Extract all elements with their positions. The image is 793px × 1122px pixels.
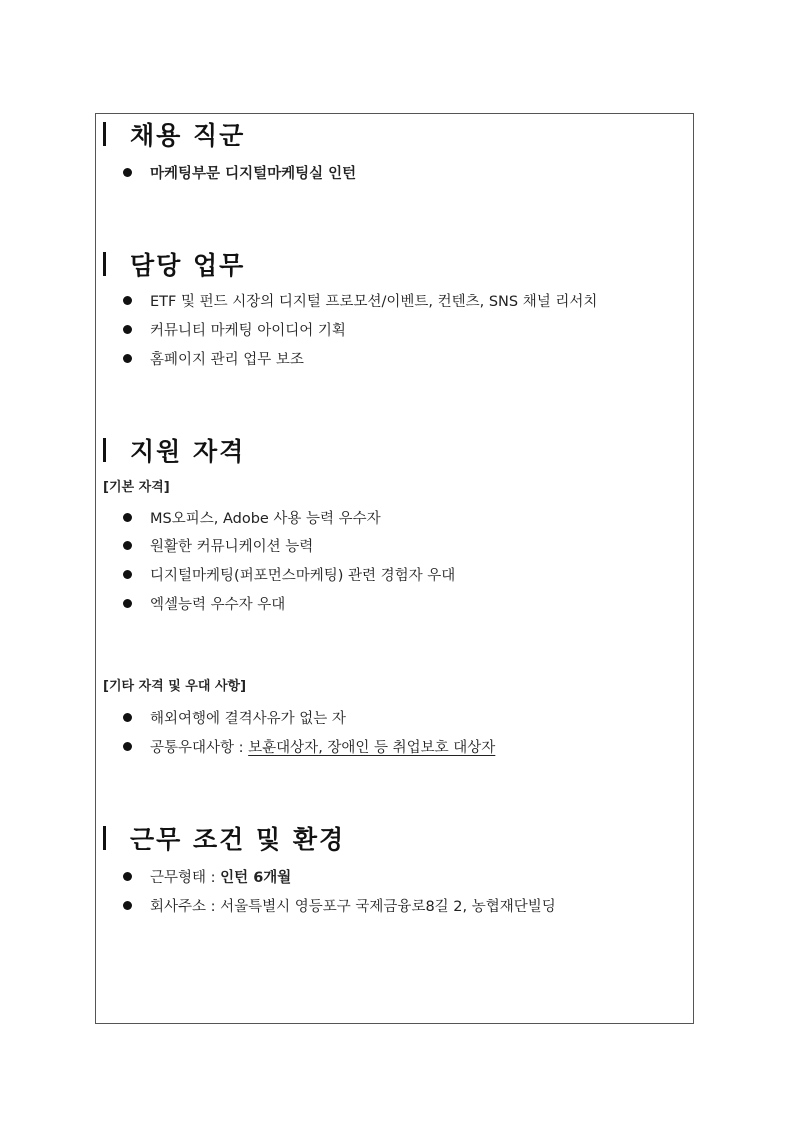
section-marker <box>103 826 106 850</box>
preference-underlined-text: 보훈대상자, 장애인 등 취업보호 대상자 <box>248 739 496 756</box>
basic-qualifications-heading: [기본 자격] <box>103 480 170 495</box>
bullet-icon <box>123 570 132 579</box>
list-item <box>123 865 291 887</box>
qualification-text: 해외여행에 결격사유가 없는 자 <box>150 710 346 727</box>
bullet-icon <box>123 872 132 881</box>
list-item <box>123 347 304 369</box>
bullet-icon <box>123 168 132 177</box>
qualification-text: 디지털마케팅(퍼포먼스마케팅) 관련 경험자 우대 <box>150 567 456 584</box>
duty-text: 홈페이지 관리 업무 보조 <box>150 351 304 368</box>
list-item <box>123 506 381 528</box>
work-type-value: 인턴 6개월 <box>220 869 292 886</box>
preference-label: 공통우대사항 : <box>150 739 249 756</box>
list-item <box>123 534 313 556</box>
bullet-icon <box>123 325 132 334</box>
section-marker <box>103 122 106 146</box>
bullet-icon <box>123 354 132 363</box>
qualification-text: MS오피스, Adobe 사용 능력 우수자 <box>150 510 381 527</box>
bullet-icon <box>123 901 132 910</box>
duty-text: 커뮤니티 마케팅 아이디어 기획 <box>150 322 346 339</box>
qualification-text: 원활한 커뮤니케이션 능력 <box>150 538 314 555</box>
list-item <box>123 592 285 614</box>
section-title-text: 담당 업무 <box>130 251 246 280</box>
section-title-text: 근무 조건 및 환경 <box>130 825 346 854</box>
list-item <box>123 706 346 728</box>
list-item <box>123 563 455 585</box>
list-item <box>123 318 346 340</box>
section-title-text: 채용 직군 <box>130 121 246 150</box>
other-qualifications-heading: [기타 자격 및 우대 사항] <box>103 679 247 694</box>
job-position-text: 마케팅부문 디지털마케팅실 인턴 <box>150 165 357 182</box>
section-marker <box>103 252 106 276</box>
bullet-icon <box>123 513 132 522</box>
bullet-icon <box>123 742 132 751</box>
company-address-text: 회사주소 : 서울특별시 영등포구 국제금융로8길 2, 농협재단빌딩 <box>150 898 556 915</box>
section-title-conditions <box>103 818 345 858</box>
bullet-icon <box>123 713 132 722</box>
section-title-text: 지원 자격 <box>130 437 246 466</box>
section-marker <box>103 438 106 462</box>
list-item <box>123 735 495 757</box>
bullet-icon <box>123 541 132 550</box>
section-title-job <box>103 114 245 154</box>
list-item <box>123 161 356 183</box>
section-title-qualifications <box>103 430 245 470</box>
list-item <box>123 894 556 916</box>
bullet-icon <box>123 599 132 608</box>
list-item <box>123 289 597 311</box>
bullet-icon <box>123 296 132 305</box>
work-type-label: 근무형태 : <box>150 869 221 886</box>
section-title-duties <box>103 244 245 284</box>
duty-text: ETF 및 펀드 시장의 디지털 프로모션/이벤트, 컨텐츠, SNS 채널 리서치 <box>150 293 598 310</box>
qualification-text: 엑셀능력 우수자 우대 <box>150 596 286 613</box>
